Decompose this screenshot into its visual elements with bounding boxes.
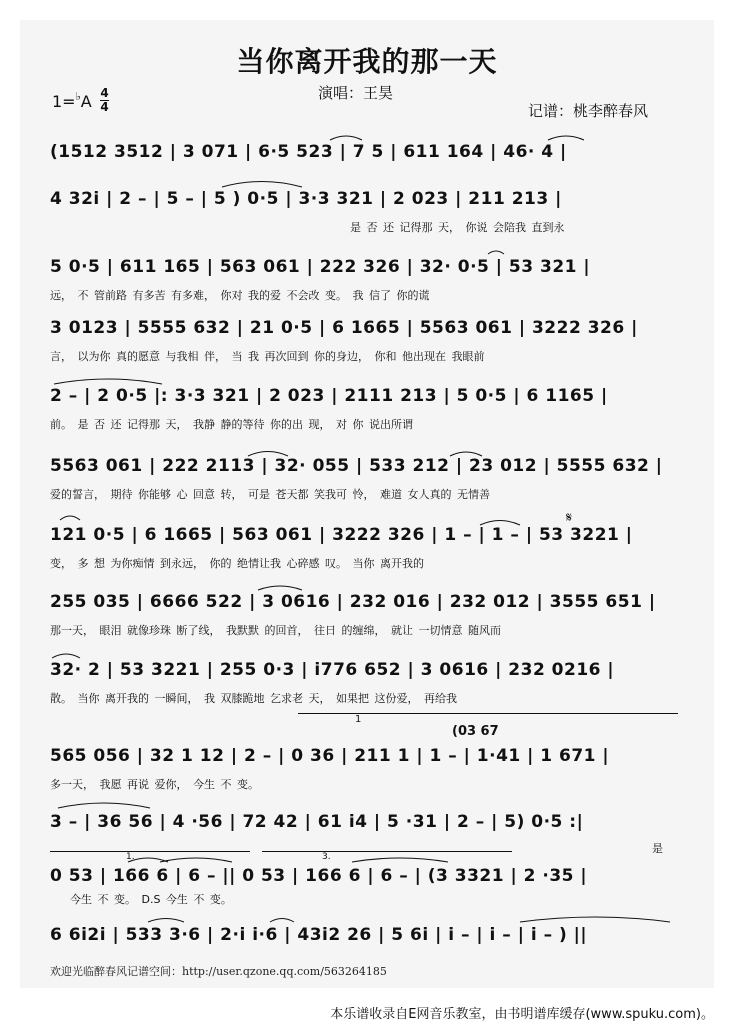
- lyrics-row: 那一天， 眼泪 就像珍珠 断了线， 我默默 的回首， 往日 的缠绵， 就让 一切情意 随风而: [50, 624, 501, 637]
- source-credit: 本乐谱收录自E网音乐教室，由书明谱库缓存(www.spuku.com)。: [330, 1007, 714, 1022]
- time-bottom: 4: [100, 100, 109, 114]
- notation-row: 4 32i | 2 – | 5 – | 5 ) 0·5 | 3·3 321 | 2 023 | 211 213 |: [50, 189, 562, 209]
- volta-number: 1.: [126, 852, 135, 862]
- notation-row: 5563 061 | 222 2113 | 32· 055 | 533 212 | 23 012 | 5555 632 |: [50, 456, 663, 476]
- volta-number: 3.: [322, 852, 331, 862]
- lyrics-row: 言， 以为你 真的愿意 与我相 伴， 当 我 再次回到 你的身边， 你和 他出现在 我眼前: [50, 350, 485, 363]
- slur: [352, 858, 448, 862]
- notation-row: (1512 3512 | 3 071 | 6·5 523 | 7 5 | 611 164 | 46· 4 |: [50, 142, 567, 162]
- time-top: 4: [100, 86, 109, 100]
- slur: [54, 379, 162, 384]
- slur: [480, 521, 520, 526]
- segno-sign: 𝄋: [566, 510, 573, 526]
- slur: [222, 182, 302, 188]
- slur: [450, 452, 482, 456]
- lyrics-row: 是: [652, 842, 663, 855]
- lyrics-row: 今生 不 变。 D.S 今生 不 变。: [70, 893, 232, 906]
- lyrics-row: 远， 不 管前路 有多苦 有多难， 你对 我的爱 不会改 变。 我 信了 你的谎: [50, 289, 430, 302]
- slur: [258, 586, 302, 590]
- lyrics-row: 爱的誓言， 期待 你能够 心 回意 转， 可是 苍天都 笑我可 怜， 难道 女人真的 无情善: [50, 488, 490, 501]
- slur: [148, 919, 184, 923]
- notation-row: 255 035 | 6666 522 | 3 0616 | 232 016 | 232 012 | 3555 651 |: [50, 592, 656, 612]
- slur: [488, 251, 504, 254]
- notation-row: 2 – | 2 0·5 |: 3·3 321 | 2 023 | 2111 213 | 5 0·5 | 6 1165 |: [50, 386, 608, 406]
- ending-bracket-notes: (03 67: [452, 724, 499, 739]
- notation-row: 6 6i2i | 533 3·6 | 2·i i·6 | 43i2 26 | 5 6i | i – | i – | i – ) ||: [50, 925, 588, 945]
- slur: [160, 858, 232, 862]
- notation-row: 565 056 | 32 1 12 | 2 – | 0 36 | 211 1 | 1 – | 1·41 | 1 671 |: [50, 746, 610, 766]
- slur: [270, 919, 294, 923]
- lyrics-row: 散。 当你 离开我的 一瞬间， 我 双膝跪地 乞求老 天， 如果把 这份爱， 再给我: [50, 692, 457, 705]
- footer-note: 欢迎光临醉春风记谱空间：http://user.qzone.qq.com/563264185: [50, 965, 387, 978]
- key-prefix: 1=: [52, 92, 76, 111]
- notation-row: 5 0·5 | 611 165 | 563 061 | 222 326 | 32· 0·5 | 53 321 |: [50, 257, 591, 277]
- lyrics-row: 前。 是 否 还 记得那 天， 我静 静的等待 你的出 现， 对 你 说出所谓: [50, 418, 413, 431]
- volta-number: 1: [355, 714, 362, 725]
- singer-credit: 演唱：王昊: [318, 84, 394, 102]
- slur: [52, 654, 80, 658]
- slur: [330, 136, 362, 140]
- slur: [520, 917, 670, 922]
- slur: [60, 516, 80, 520]
- key-letter: A: [80, 92, 92, 111]
- slur: [248, 452, 288, 457]
- slur: [58, 803, 150, 808]
- transcriber-credit: 记谱：桃李醉春风: [528, 102, 649, 120]
- notation-row: 121 0·5 | 6 1665 | 563 061 | 3222 326 | 1 – | 1 – | 53 3221 |: [50, 525, 633, 545]
- notation-row: 3 – | 36 56 | 4 ·56 | 72 42 | 61 i4 | 5 ·31 | 2 – | 5) 0·5 :|: [50, 812, 584, 832]
- slur: [548, 136, 584, 140]
- lyrics-row: 变， 多 想 为你痴情 到永远， 你的 绝情让我 心碎感 叹。 当你 离开我的: [50, 557, 424, 570]
- song-title: 当你离开我的那一天: [236, 45, 498, 78]
- flat-symbol: ♭: [75, 90, 81, 103]
- notation-row: 32· 2 | 53 3221 | 255 0·3 | i776 652 | 3 0616 | 232 0216 |: [50, 660, 615, 680]
- notation-row: 3 0123 | 5555 632 | 21 0·5 | 6 1665 | 5563 061 | 3222 326 |: [50, 318, 638, 338]
- notation-row: 0 53 | 166 6 | 6 – || 0 53 | 166 6 | 6 – | (3 3321 | 2 ·35 |: [50, 866, 588, 886]
- lyrics-row: 多一天， 我愿 再说 爱你， 今生 不 变。: [50, 778, 259, 791]
- lyrics-row: 是 否 还 记得那 天， 你说 会陪我 直到永: [350, 221, 565, 234]
